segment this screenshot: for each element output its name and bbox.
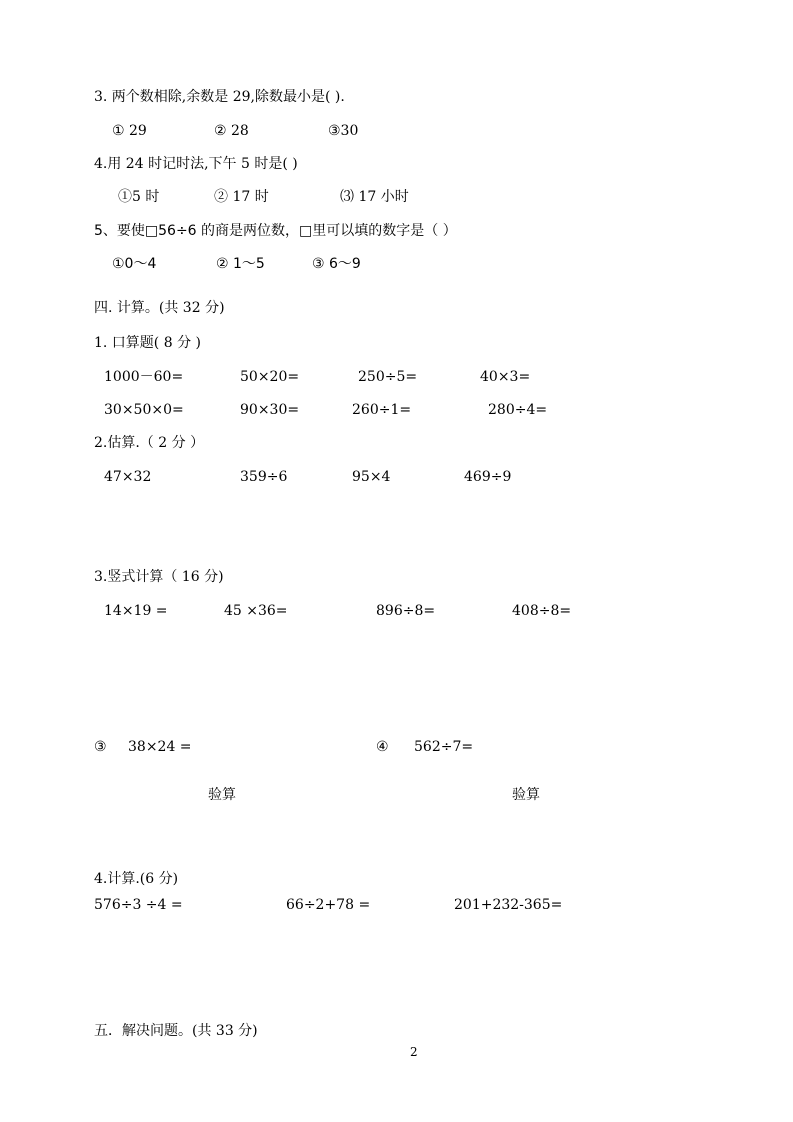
oral-item: 260÷1=	[352, 402, 412, 418]
q4-stem: 4.用 24 时记时法,下午 5 时是( )	[94, 156, 298, 172]
oral-title: 1. 口算题( 8 分 )	[94, 335, 201, 351]
section4-heading: 四. 计算。(共 32 分)	[94, 300, 225, 316]
vertical-item: 14×19 =	[104, 603, 168, 619]
vertical-mark-3: ③	[94, 739, 107, 755]
oral-item: 50×20=	[240, 369, 300, 385]
estimate-title: 2.估算.（ 2 分 ）	[94, 435, 205, 451]
oral-item: 30×50×0=	[104, 402, 184, 418]
q5-option-2: ② 1～5	[216, 256, 265, 272]
q3-option-2: ② 28	[214, 123, 249, 139]
estimate-item: 47×32	[104, 469, 152, 485]
vertical-item: 408÷8=	[512, 603, 572, 619]
vertical-item: 896÷8=	[376, 603, 436, 619]
check-label: 验算	[208, 787, 236, 803]
oral-item: 250÷5=	[358, 369, 418, 385]
calc-item: 576÷3 ÷4 =	[94, 897, 183, 913]
vertical-title: 3.竖式计算（ 16 分)	[94, 569, 224, 585]
q5-stem: 5、要使□56÷6 的商是两位数，□里可以填的数字是（ ）	[94, 223, 457, 239]
page-number: 2	[410, 1045, 418, 1059]
q5-option-3: ③ 6～9	[312, 256, 361, 272]
q5-option-1: ①0～4	[112, 256, 157, 272]
estimate-item: 359÷6	[240, 469, 288, 485]
check-label: 验算	[512, 787, 540, 803]
oral-item: 90×30=	[240, 402, 300, 418]
vertical-mark-4: ④	[376, 739, 389, 755]
q3-option-1: ① 29	[112, 123, 147, 139]
q4-option-2: ② 17 时	[214, 189, 269, 205]
vertical-item: 38×24 =	[128, 739, 192, 755]
vertical-item: 562÷7=	[414, 739, 474, 755]
calc-title: 4.计算.(6 分)	[94, 871, 179, 887]
q4-option-3: ⑶ 17 小时	[340, 189, 409, 205]
oral-item: 280÷4=	[488, 402, 548, 418]
q3-option-3: ③30	[328, 123, 359, 139]
oral-item: 1000－60=	[104, 369, 184, 385]
section5-heading: 五．解决问题。(共 33 分)	[94, 1023, 258, 1039]
estimate-item: 469÷9	[464, 469, 512, 485]
q3-stem: 3. 两个数相除,余数是 29,除数最小是( ).	[94, 89, 345, 105]
vertical-item: 45 ×36=	[224, 603, 288, 619]
oral-item: 40×3=	[480, 369, 531, 385]
calc-item: 201+232-365=	[454, 897, 563, 913]
q4-option-1: ①5 时	[118, 189, 160, 205]
estimate-item: 95×4	[352, 469, 391, 485]
calc-item: 66÷2+78 =	[286, 897, 371, 913]
